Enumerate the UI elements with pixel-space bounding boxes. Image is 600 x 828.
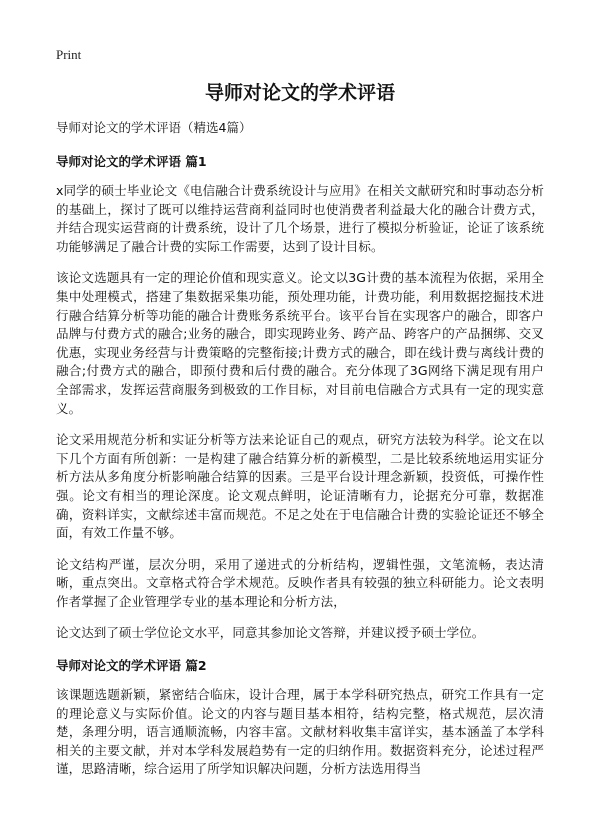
paragraph: 论文结构严谨，层次分明，采用了递进式的分析结构，逻辑性强，文笔流畅，表达清晰，重点突出。文章格式符合学术规范。反映作者具有较强的独立科研能力。论文表明作者掌握了企业管理学专业的基本理论和分析方法， [56, 556, 544, 609]
paragraph: 该论文选题具有一定的理论价值和现实意义。论文以3G计费的基本流程为依据，采用全集中处理模式，搭建了集数据采集功能，预处理功能，计费功能，利用数据挖掘技术进行融合结算分析等功能的融合计费账务系统平台。该平台旨在实现客户的融合，即客户品牌与付费方式的融合;业务的融合，即实现跨业务、跨产品、跨客户的产品捆绑、交叉优惠，实现业务经营与计费策略的完整衔接;计费方式的融合，即在线计费与离线计费的融合;付费方式的融合，即预付费和后付费的融合。充分体现了3G网络下满足现有用户全部需求，发挥运营商服务到极致的工作目标，对目前电信融合方式具有一定的现实意义。 [56, 270, 544, 416]
page-title: 导师对论文的学术评语 [204, 82, 395, 104]
paragraph: 该课题选题新颖，紧密结合临床，设计合理，属于本学科研究热点，研究工作具有一定的理论意义与实际价值。论文的内容与题目基本相符，结构完整，格式规范，层次清楚，条理分明，语言通顺流畅，内容丰富。文献材料收集丰富详实，基本涵盖了本学科相关的主要文献，并对本学科发展趋势有一定的归纳作用。数据资料充分，论述过程严谨，思路清晰，综合运用了所学知识解决问题，分析方法选用得当 [56, 687, 544, 777]
document-body [56, 118, 544, 792]
section-heading: 导师对论文的学术评语 篇1 [56, 154, 207, 169]
paragraph: 论文采用规范分析和实证分析等方法来论证自己的观点，研究方法较为科学。论文在以下几个方面有所创新：一是构建了融合结算分析的新模型，二是比较系统地运用实证分析方法从多角度分析影响融合结算的因素。三是平台设计理念新颖，投资低，可操作性强。论文有相当的理论深度。论文观点鲜明，论证清晰有力，论据充分可靠，数据准确，资料详实，文献综述丰富而规范。不足之处在于电信融合计费的实验论证还不够全面，有效工作量不够。 [56, 432, 544, 541]
print-link[interactable]: Print [56, 47, 82, 62]
section-heading: 导师对论文的学术评语 篇2 [56, 658, 207, 674]
paragraph: x同学的硕士毕业论文《电信融合计费系统设计与应用》在相关文献研究和时事动态分析的基础上，探讨了既可以维持运营商利益同时也使消费者利益最大化的融合计费方式，并结合现实运营商的计费系统，设计了几个场景，进行了模拟分析验证，论证了该系统功能够满足了融合计费的实际工作需要，达到了设计目标。 [56, 183, 544, 254]
document-subtitle: 导师对论文的学术评语（精选4篇） [56, 120, 252, 135]
paragraph: 论文达到了硕士学位论文水平，同意其参加论文答辩，并建议授予硕士学位。 [56, 625, 485, 641]
section-1 [56, 152, 544, 643]
section-2 [56, 656, 544, 779]
